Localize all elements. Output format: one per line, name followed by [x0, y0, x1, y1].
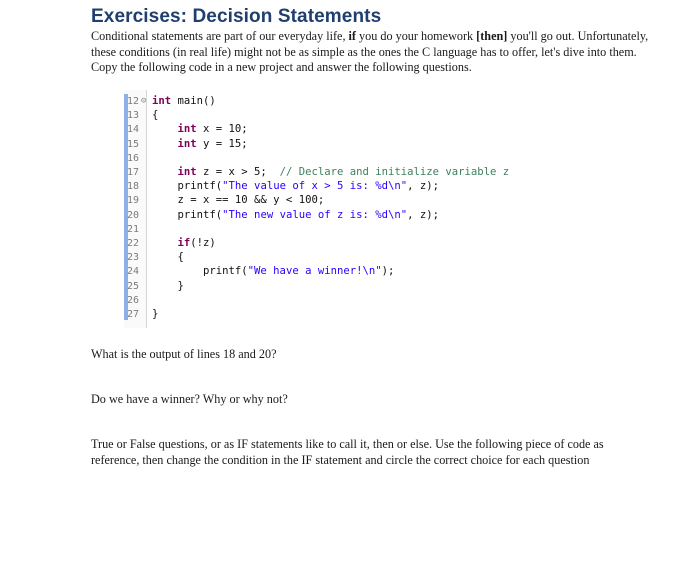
code-token: [152, 166, 178, 178]
code-token: main(): [171, 95, 216, 107]
line-number: 27: [127, 309, 140, 320]
code-line: [124, 122, 564, 137]
code-token: {: [152, 109, 159, 122]
code-token: (!z): [190, 237, 216, 249]
code-token: printf(: [152, 180, 223, 193]
code-editor-snippet: [124, 90, 564, 328]
code-keyword: int: [177, 137, 197, 150]
intro-text-2: you do your homework: [356, 29, 477, 43]
code-token: {: [152, 251, 184, 264]
code-string: "The value of x > 5 is: %d\n": [222, 180, 408, 193]
line-number: 19: [127, 195, 140, 207]
code-line: [124, 165, 564, 180]
line-number: 26: [127, 294, 140, 306]
code-comment: // Declare and initialize variable z: [279, 166, 510, 178]
code-text: [152, 94, 216, 109]
code-line: [124, 250, 564, 265]
code-token: z = x > 5;: [196, 166, 280, 178]
line-number: 24: [127, 266, 140, 278]
line-number: 25: [127, 280, 140, 292]
code-text: [152, 264, 394, 279]
code-line: [124, 208, 564, 223]
code-keyword: if: [177, 237, 191, 249]
code-line: [124, 151, 564, 166]
code-token: }: [152, 279, 184, 292]
page-title: Exercises: Decision Statements: [91, 6, 382, 27]
line-number: 13: [127, 110, 140, 122]
code-string: "The new value of z is: %d\n": [222, 208, 408, 221]
question-3: True or False questions, or as IF statements like to call it, then or else. Use the following piece of code as reference, then change the condition in the IF statement and circle the correct choice for each question: [91, 437, 604, 467]
code-line: [124, 293, 564, 308]
intro-bold-if: if: [348, 29, 356, 43]
code-token: [152, 138, 178, 150]
code-text: [152, 165, 509, 180]
code-token: }: [152, 308, 159, 320]
code-text: [152, 108, 158, 123]
line-number: 14: [127, 124, 140, 136]
code-line: [124, 108, 564, 123]
line-number: 22: [127, 238, 140, 249]
code-token: );: [381, 265, 395, 278]
line-number: 12: [127, 96, 140, 107]
code-text: [152, 307, 158, 322]
code-line: [124, 179, 564, 194]
code-text: [152, 137, 248, 152]
code-text: [152, 122, 248, 137]
code-token: , z);: [407, 180, 440, 193]
line-number: 18: [127, 181, 140, 193]
code-line: [124, 279, 564, 294]
code-text: [152, 208, 439, 223]
line-number: 20: [127, 209, 140, 221]
line-number: 16: [127, 152, 140, 164]
code-token: x = 10;: [196, 123, 248, 136]
code-keyword: int: [177, 166, 197, 178]
code-token: y = 15;: [196, 137, 248, 150]
code-text: [152, 279, 184, 294]
code-line: [124, 137, 564, 152]
question-1: What is the output of lines 18 and 20?: [91, 347, 277, 361]
code-keyword: int: [177, 123, 197, 136]
code-keyword: int: [152, 95, 172, 107]
line-number: 23: [127, 252, 140, 264]
code-token: [152, 123, 178, 135]
question-2: Do we have a winner? Why or why not?: [91, 392, 288, 406]
code-text: [152, 236, 216, 251]
code-line: [124, 236, 564, 251]
code-text: [152, 193, 324, 208]
intro-text-3: you'll go out. Unfortunately, these conditions (in real life) might not be as simple as the ones the C language has to offer, let's dive into them. Copy the following code in a new project and answer the following questions.: [91, 29, 649, 74]
fold-collapse-icon[interactable]: ⊝: [141, 96, 147, 106]
intro-bold-then: [then]: [476, 29, 508, 43]
intro-text-1: Conditional statements are part of our everyday life,: [91, 29, 349, 43]
code-line: [124, 264, 564, 279]
code-token: [152, 237, 178, 249]
code-line: [124, 307, 564, 322]
code-text: [152, 250, 184, 265]
code-token: printf(: [152, 208, 223, 221]
line-number: 15: [127, 138, 140, 150]
code-string: "We have a winner!\n": [247, 265, 382, 278]
intro-paragraph: [91, 29, 651, 76]
code-line: [124, 94, 564, 109]
code-text: [152, 179, 439, 194]
code-line: [124, 222, 564, 237]
code-token: , z);: [407, 208, 440, 221]
code-token: z = x == 10 && y < 100;: [152, 194, 325, 207]
line-number: 21: [127, 223, 140, 235]
code-token: printf(: [152, 265, 248, 278]
line-number: 17: [127, 167, 140, 178]
code-line: [124, 193, 564, 208]
